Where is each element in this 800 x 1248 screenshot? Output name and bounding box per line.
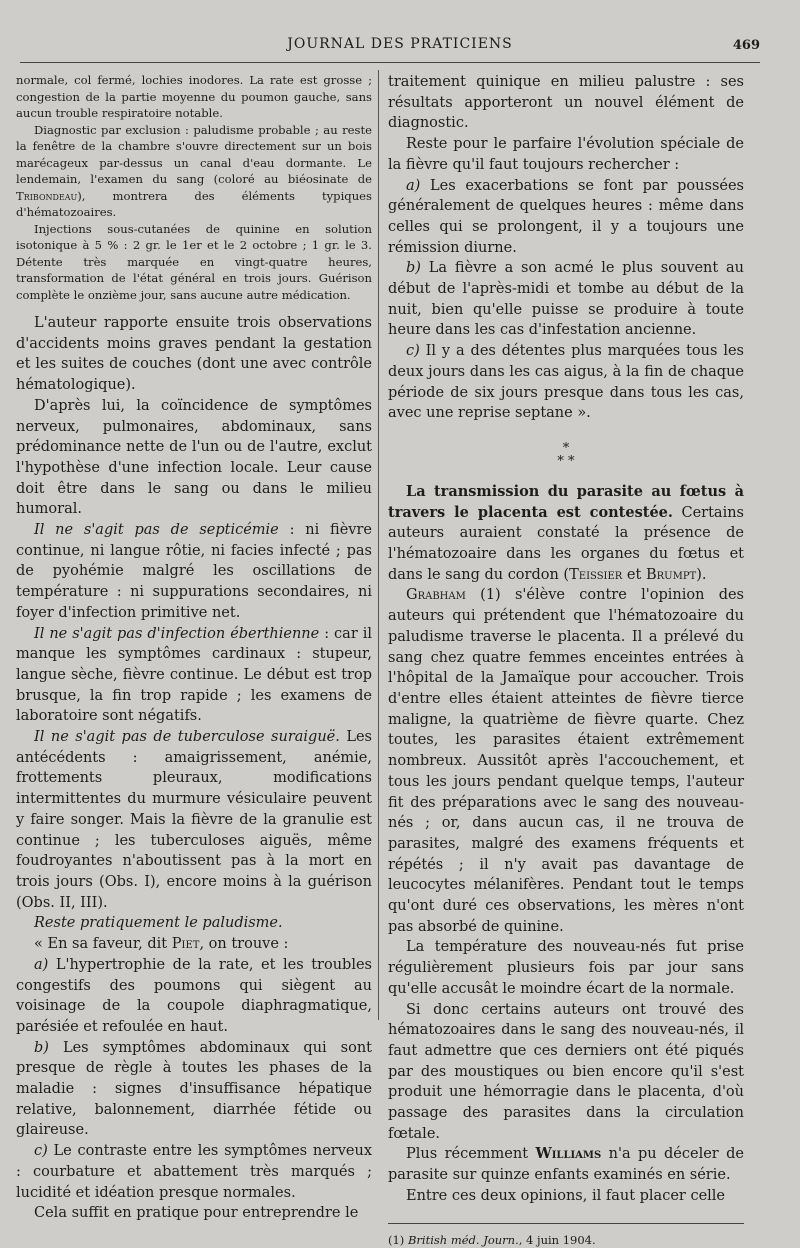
body-paragraph: Il ne s'agit pas de tuberculose suraiguë. Les antécédents : amaigrissement, anémie, frottements pleuraux, modifications intermittentes du murmure vésiculaire peuvent y faire songer. Mais la fièvre de la granulie est continue ; les tuberculoses aiguës, même foudroyantes n'aboutissent pas à la mort en trois jours (Obs. I), encore moins à la guérison (Obs. II, III). bbox=[16, 729, 372, 911]
author-name: Piet bbox=[171, 936, 200, 953]
running-header bbox=[20, 36, 780, 56]
author-name: Tribondeau bbox=[16, 188, 78, 203]
list-item: b) La fièvre a son acmé le plus souvent au début de l'après-midi et tombe au début de la nuit, bien qu'elle puisse se produire à toute heure dans les cas d'infestation ancienne. bbox=[388, 260, 744, 339]
journal-title: JOURNAL DES PRATICIENS bbox=[287, 36, 513, 52]
list-item: a) Les exacerbations se font par poussées généralement de quelques heures : même dans celles qui se prolongent, il y a toujours une rémission diurne. bbox=[388, 177, 744, 256]
case-paragraph: normale, col fermé, lochies inodores. La rate est grosse ; congestion de la partie moyenne du poumon gauche, sans aucun trouble respiratoire notable. bbox=[16, 73, 372, 120]
body-paragraph: Entre ces deux opinions, il faut placer celle bbox=[406, 1187, 725, 1204]
body-paragraph: « En sa faveur, dit Piet, on trouve : bbox=[34, 936, 289, 953]
section-separator: * * * bbox=[557, 440, 575, 469]
right-column bbox=[388, 72, 744, 1248]
list-item: c) Il y a des détentes plus marquées tous les deux jours dans les cas aigus, à la fin de chaque période de six jours presque dans tous les cas, avec une reprise septane ». bbox=[388, 343, 744, 422]
footnote: (1) British méd. Journ., 4 juin 1904. bbox=[388, 1232, 596, 1247]
body-paragraph: traitement quinique en milieu palustre : ses résultats apporteront un nouvel élément de diagnostic. bbox=[388, 74, 744, 132]
author-name: Teissier bbox=[569, 566, 623, 583]
body-paragraph: Si donc certains auteurs ont trouvé des hématozoaires dans le sang des nouveau-nés, il faut admettre que ces derniers ont été piqués par des moustiques ou bien encore qu'il s'est produit une hémorragie dans le placenta, d'où passage des parasites dans la circulation fœtale. bbox=[388, 1001, 744, 1142]
author-name: Brumpt bbox=[645, 566, 697, 583]
body-paragraph: Grabham (1) s'élève contre l'opinion des auteurs qui prétendent que l'hématozoaire du paludisme traverse le placenta. Il a prélevé du sang chez quatre femmes enceintes entrées à l'hôpital de la Jamaïque pour accoucher. Trois d'entre elles étaient atteintes de fièvre tierce maligne, la quatrième de fièvre quarte. Chez toutes, les parasites étaient extrêmement nombreux. Aussitôt après l'accouchement, et tous les jours pendant quelque temps, l'auteur fit des préparations avec le sang des nouveau-nés ; or, dans aucun cas, il ne trouva de parasites, malgré des examens fréquents et répétés ; il n'y avait pas davantage de leucocytes mélanifères. Pendant tout le temps qu'ont duré ces observations, les mères n'ont pas absorbé de quinine. bbox=[388, 587, 744, 935]
footnote-rule bbox=[388, 1223, 744, 1224]
author-name: Williams bbox=[535, 1145, 602, 1163]
body-paragraph: D'après lui, la coïncidence de symptômes nerveux, pulmonaires, abdominaux, sans prédominance nette de l'un ou de l'autre, exclut l'hypothèse d'une infection locale. Leur cause doit être dans le sang ou dans le milieu humoral. bbox=[16, 397, 372, 518]
body-paragraph: Reste pour le parfaire l'évolution spéciale de la fièvre qu'il faut toujours rechercher : bbox=[388, 136, 744, 173]
body-paragraph: Reste pratiquement le paludisme. bbox=[34, 915, 283, 932]
list-item: c) Le contraste entre les symptômes nerveux : courbature et abattement très marqués ; lucidité et idéation presque normales. bbox=[16, 1143, 372, 1201]
left-body bbox=[16, 313, 372, 1224]
left-column bbox=[16, 72, 372, 1224]
column-divider bbox=[378, 70, 379, 1020]
body-paragraph: Plus récemment Williams n'a pu déceler de parasite sur quinze enfants examinés en série. bbox=[388, 1145, 745, 1184]
body-paragraph: Il ne s'agit pas d'infection éberthienne : car il manque les symptômes cardinaux : stupeur, langue sèche, fièvre continue. Le début est trop brusque, la fin trop rapide ; les examens de laboratoire sont négatifs. bbox=[16, 625, 372, 725]
section-paragraph: La transmission du parasite au fœtus à travers le placenta est contestée. Certains auteurs auraient constaté la présence de l'hématozoaire dans les organes du fœtus et dans le sang du cordon (Teissier et Brumpt). bbox=[388, 482, 744, 583]
body-paragraph: L'auteur rapporte ensuite trois observations d'accidents moins graves pendant la gestation et les suites de couches (dont une avec contrôle hématologique). bbox=[16, 315, 372, 394]
case-paragraph: Diagnostic par exclusion : paludisme probable ; au reste la fenêtre de la chambre s'ouvre directement sur un bois marécageux par-dessus un canal d'eau dormante. Le lendemain, l'examen du sang (coloré au biéosinate de Tribondeau), montrera des éléments typiques d'hématozoaires. bbox=[16, 122, 372, 219]
case-paragraph: Injections sous-cutanées de quinine en solution isotonique à 5 % : 2 gr. le 1er et le 2 octobre ; 1 gr. le 3. Détente très marquée en vingt-quatre heures, transformation de l'état général en trois jours. Guérison complète le onzième jour, sans aucune autre médication. bbox=[16, 221, 372, 302]
header-rule bbox=[20, 62, 760, 63]
page-number: 469 bbox=[732, 38, 760, 53]
list-item: a) L'hypertrophie de la rate, et les troubles congestifs des poumons qui siègent au voisinage de la coupole diaphragmatique, parésiée et refoulée en haut. bbox=[16, 956, 372, 1035]
author-name: Grabham bbox=[406, 587, 466, 604]
right-body bbox=[388, 72, 744, 1207]
body-paragraph: Cela suffit en pratique pour entreprendre le bbox=[34, 1205, 359, 1222]
list-item: b) Les symptômes abdominaux qui sont presque de règle à toutes les phases de la maladie : signes d'insuffisance hépatique relative, balonnement, diarrhée fétide ou glaireuse. bbox=[16, 1039, 372, 1139]
section-heading: La transmission du parasite au fœtus à travers le placenta est contestée. bbox=[388, 482, 744, 521]
body-paragraph: Il ne s'agit pas de septicémie : ni fièvre continue, ni langue rôtie, ni facies infecté ; pas de pyohémie malgré les oscillations de température : ni suppurations secondaires, ni foyer d'infection primitive net. bbox=[16, 522, 372, 621]
case-report-small bbox=[16, 72, 372, 303]
body-paragraph: La température des nouveau-nés fut prise régulièrement plusieurs fois par jour sans qu'elle accusât le moindre écart de la normale. bbox=[388, 939, 744, 997]
